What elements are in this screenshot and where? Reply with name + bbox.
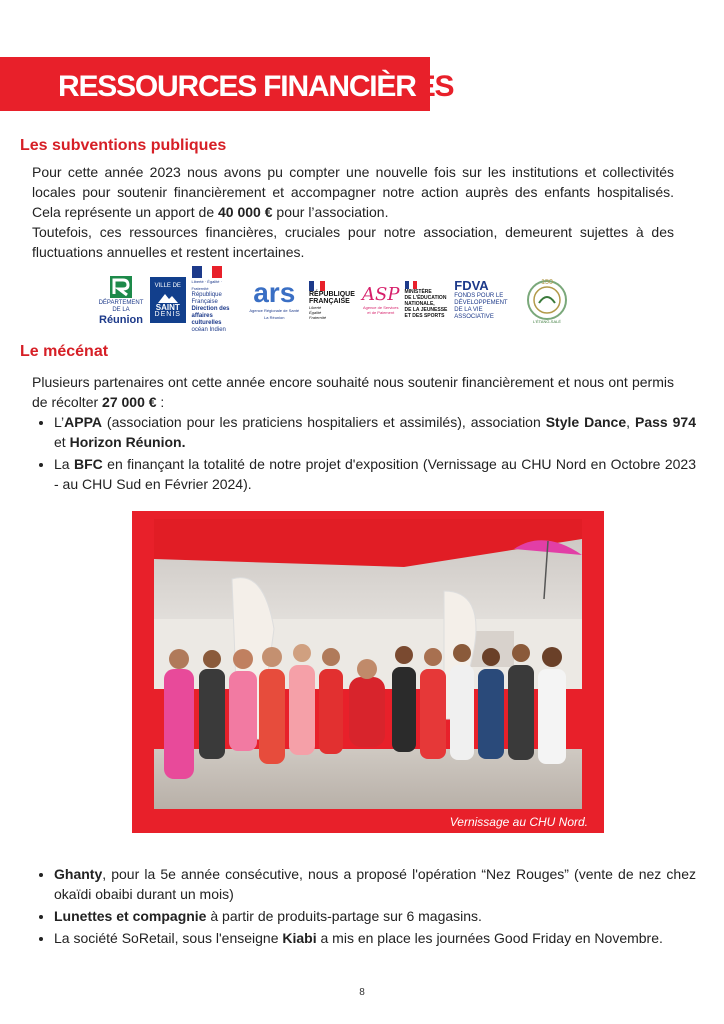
logo-drac xyxy=(192,266,240,334)
logo-rf-line-3: Liberté xyxy=(309,304,322,310)
logo-republique-francaise xyxy=(309,281,357,320)
logo-fdva-line-5: ASSOCIATIVE xyxy=(454,314,494,320)
list-item-kiabi xyxy=(54,928,696,948)
mecenat-intro-b: : xyxy=(156,394,165,410)
subventions-p1-b: pour l’association. xyxy=(272,204,389,220)
logo-ars xyxy=(245,279,303,321)
logo-fdva-line-3: DÉVELOPPEMENT xyxy=(454,300,508,306)
section-heading-subventions: Les subventions publiques xyxy=(20,137,227,154)
logo-fdva-line-4: DE LA VIE xyxy=(454,307,483,313)
logo-ars-line-3: La Réunion xyxy=(264,315,285,320)
appa-and: et xyxy=(54,434,70,450)
logo-men-line-3: NATIONALE, xyxy=(404,301,435,307)
logo-reunion-line-3: Réunion xyxy=(99,314,143,326)
logo-asp-line-2: Agence de Services xyxy=(362,305,399,310)
page-number: 8 xyxy=(359,987,365,998)
logo-men-line-4: DE LA JEUNESSE xyxy=(404,307,448,313)
logo-sd-line-1: VILLE DE xyxy=(154,282,181,289)
logo-sd-line-3: DENIS xyxy=(154,310,181,318)
subventions-p1-a: Pour cette année 2023 nous avons pu compter une nouvelle fois sur les institutions et collectivités locales pour soutenir financièrement et accompagner notre action auprès des enfants hospitalisés. Cela représente un apport de xyxy=(32,164,674,220)
list-item-ghanty xyxy=(54,864,696,904)
bfc-prefix: La xyxy=(54,456,74,472)
logo-rf-line-2: FRANÇAISE xyxy=(309,297,350,305)
partner-logos xyxy=(98,268,572,332)
logo-rf-line-5: Fraternité xyxy=(309,314,327,320)
appa-name: APPA xyxy=(64,414,102,430)
vernissage-photo xyxy=(154,519,582,809)
vernissage-group-picture xyxy=(154,519,582,809)
kiabi-name: Kiabi xyxy=(282,930,317,946)
page-title-white: RESSOURCES FINANCIÈR xyxy=(58,70,416,103)
subventions-amount: 40 000 € xyxy=(218,204,273,220)
logo-ars-line-2: Agence Régionale de Santé xyxy=(249,308,300,313)
logo-reunion-line-1: DÉPARTEMENT xyxy=(98,300,144,306)
horizon-reunion-name: Horizon Réunion. xyxy=(69,434,186,450)
logo-reunion-line-2: DE LA xyxy=(112,307,130,313)
logo-drac-line-5: océan Indien xyxy=(191,327,226,333)
logo-drac-line-2: République Française xyxy=(191,292,222,305)
pass-974-name: Pass 974 xyxy=(634,414,696,430)
logo-ministere-education xyxy=(405,281,449,319)
logo-drac-line-4: affaires culturelles xyxy=(191,313,222,326)
list-item-lunettes xyxy=(54,906,696,926)
ghanty-name: Ghanty xyxy=(54,866,103,882)
logo-saint-denis xyxy=(150,277,186,323)
mecenat-list-2 xyxy=(32,864,696,950)
reunion-emblem-icon xyxy=(108,274,134,300)
bfc-name: BFC xyxy=(73,456,103,472)
logo-ars-wordmark: ars xyxy=(253,277,296,308)
mecenat-intro xyxy=(32,372,674,412)
logo-departement-reunion xyxy=(98,274,144,326)
subventions-paragraph-1 xyxy=(32,162,674,222)
logo-sd-line-2: SAINT xyxy=(155,302,180,312)
page-title xyxy=(58,70,453,104)
logo-asp-line-3: et de Paiement xyxy=(367,310,395,315)
mecenat-list-1 xyxy=(32,412,696,496)
logo-men-line-2: DE L'ÉDUCATION xyxy=(404,295,447,301)
kiabi-prefix: La société SoRetail, sous l'enseigne xyxy=(54,930,283,946)
ministry-flag-icon xyxy=(405,281,417,289)
logo-fdva xyxy=(454,279,516,321)
style-dance-name: Style Dance xyxy=(545,414,627,430)
logo-men-line-1: MINISTÈRE xyxy=(404,289,432,295)
kiabi-desc: a mis en place les journées Good Friday en Novembre. xyxy=(316,930,663,946)
marianne-flag-icon xyxy=(192,266,222,278)
subventions-text xyxy=(32,162,674,262)
logo-drac-line-3: Direction des xyxy=(191,306,230,312)
etang-sale-name: L'ÉTANG-SALÉ xyxy=(532,319,562,324)
lunettes-name: Lunettes et compagnie xyxy=(54,908,207,924)
logo-fdva-wordmark: FDVA xyxy=(454,278,489,293)
section-heading-mecenat: Le mécénat xyxy=(20,343,109,360)
etang-sale-seal-icon xyxy=(524,275,570,325)
photo-frame xyxy=(132,511,604,833)
appa-sep: , xyxy=(626,414,635,430)
logo-rf-line-4: Égalité xyxy=(309,309,322,315)
logo-fdva-line-2: FONDS POUR LE xyxy=(454,293,504,299)
mecenat-amount: 27 000 € xyxy=(102,394,157,410)
bfc-desc: en finançant la totalité de notre projet d'exposition (Vernissage au CHU Nord en Octobre 2023 - au CHU Sud en Février 2024). xyxy=(54,456,696,492)
appa-desc: (association pour les praticiens hospitaliers et assimilés), association xyxy=(101,414,546,430)
ghanty-desc: , pour la 5e année consécutive, nous a proposé l'opération “Nez Rouges” (vente de nez chez okaïdi obaibi durant un mois) xyxy=(54,866,696,902)
logo-etang-sale xyxy=(522,275,572,325)
etang-sale-number: 150 xyxy=(541,279,553,286)
saint-denis-emblem-icon xyxy=(157,290,179,304)
subventions-paragraph-2: Toutefois, ces ressources financières, cruciales pour notre association, demeurent sujettes à des fluctuations annuelles et restent incertaines. xyxy=(32,224,674,260)
logo-asp-wordmark: ASP xyxy=(362,284,400,305)
logo-men-line-5: ET DES SPORTS xyxy=(404,313,445,319)
photo-caption: Vernissage au CHU Nord. xyxy=(449,815,588,829)
tricolor-flag-icon xyxy=(309,281,325,291)
lunettes-desc: à partir de produits-partage sur 6 magasins. xyxy=(206,908,482,924)
logo-drac-line-1: Liberté · Égalité · Fraternité xyxy=(191,279,222,291)
list-item-appa xyxy=(54,412,696,452)
logo-rf-line-1: RÉPUBLIQUE xyxy=(309,290,355,298)
appa-prefix: L’ xyxy=(54,414,65,430)
page-title-red: ES xyxy=(415,70,454,103)
logo-asp xyxy=(363,285,399,315)
list-item-bfc xyxy=(54,454,696,494)
mecenat-intro-a: Plusieurs partenaires ont cette année encore souhaité nous soutenir financièrement et nous ont permis de récolter xyxy=(32,374,674,410)
